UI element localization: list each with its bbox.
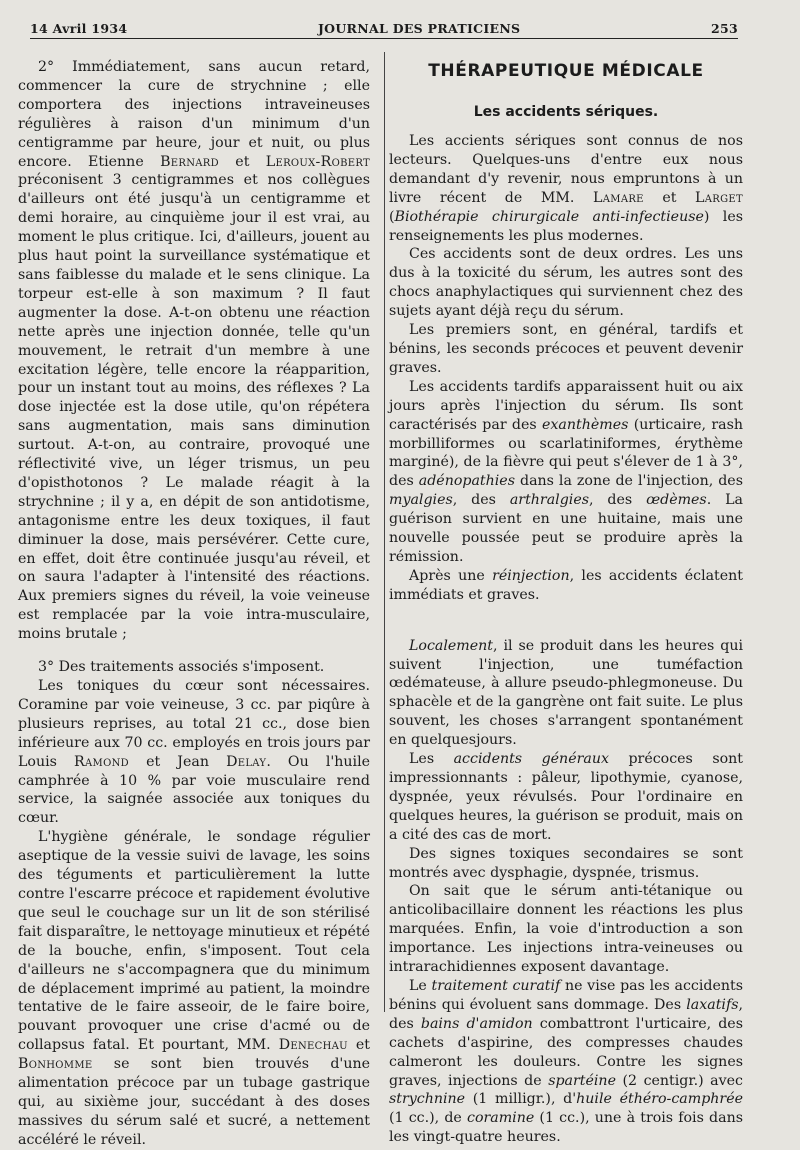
left-column: [18, 58, 370, 1150]
text-run: précoces sont impressionnants : pâleur, lipothymie, cyanose, dyspnée, yeux révulsés. Pour l'ordinaire en quelques heures, la guérison se produit, mais on a cité des cas de mort.: [389, 751, 743, 843]
left-paragraph-hygiene: [18, 828, 370, 1149]
italic-term: exanthèmes: [542, 416, 629, 433]
author-name: Leroux-Robert: [265, 153, 370, 170]
text-run: , des: [452, 492, 510, 509]
text-run: (1 milligr.), d': [465, 1091, 577, 1108]
text-run: Les accients sériques sont connus de nos lecteurs. Quelques-uns d'entre eux nous demandant d'y revenir, nous empruntons à un livre récent de MM.: [389, 133, 743, 206]
text-run: (1 cc.), une à trois fois dans les vingt-quatre heures.: [389, 1110, 743, 1146]
text-run: (: [389, 208, 395, 225]
right-paragraph-general: [389, 750, 743, 845]
text-run: (2 centigr.) avec: [615, 1072, 743, 1089]
italic-term: adénopathies: [418, 473, 515, 490]
text-run: combattront l'urticaire, des cachets d'aspirine, des compresses chaudes calmeront les douleurs. Contre les signes graves, injections de: [389, 1015, 743, 1089]
italic-term: arthralgies: [509, 492, 589, 509]
right-paragraph-first: Les premiers sont, en général, tardifs et bénins, les seconds précoces et peuvent devenir graves.: [389, 322, 743, 376]
right-column: [389, 58, 743, 1147]
author-name: Ramond: [74, 753, 129, 770]
left-paragraph-3-heading: 3° Des traitements associés s'imposent.: [38, 659, 325, 676]
text-run: et: [643, 189, 696, 206]
header-rule: [30, 38, 738, 39]
text-run: se sont bien trouvés d'une alimentation précoce par un tubage gastrique qui, au sixième jour, succédant à des doses massives du sérum salé et sucré, a nettement accéléré le réveil.: [18, 1056, 370, 1148]
text-run: Les toniques du cœur sont nécessaires. Coramine par voie veineuse, 3 cc. par piqûre à plusieurs reprises, au total 21 cc., dose bien inférieure aux 70 cc. employés en trois jours par Louis: [18, 678, 370, 770]
left-paragraph-2: [18, 58, 370, 644]
italic-term: huile éthéro-camphrée: [576, 1091, 743, 1108]
left-paragraph-tonics: [18, 677, 370, 828]
right-paragraph-late-accidents: [389, 378, 743, 567]
text-run: , les accidents éclatent immédiats et graves.: [389, 567, 743, 603]
text-run: 2° Immédiatement, sans aucun retard, commencer la cure de strychnine ; elle comportera des injections intraveineuses régulières à raison d'un minimum d'un centigramme par heure, jour et nuit, ou plus encore. Etienne: [18, 59, 370, 170]
author-name: Denechau: [278, 1037, 348, 1054]
author-name: Delay: [226, 753, 267, 770]
header-date: 14 Avril 1934: [30, 21, 128, 36]
text-run: et: [218, 153, 266, 170]
section-title: THÉRAPEUTIQUE MÉDICALE: [428, 61, 704, 81]
book-title: Biothérapie chirurgicale anti-infectieuse: [394, 208, 704, 225]
text-run: (1 cc.), de: [389, 1110, 467, 1127]
article-title: Les accidents sériques.: [473, 104, 659, 120]
text-run: ) les renseignements les plus modernes.: [389, 208, 743, 244]
column-divider: [384, 52, 385, 1012]
text-run: et: [347, 1037, 370, 1054]
author-name: Lamare: [593, 189, 644, 206]
text-run: . Ou l'huile camphrée à 10 % par voie musculaire rend service, la saignée associée aux toniques du cœur.: [18, 753, 370, 827]
text-run: ne vise pas les accidents bénins qui évoluent sans dommage. Des: [389, 977, 743, 1013]
italic-term: bains d'amidon: [420, 1015, 533, 1032]
text-run: , des: [589, 492, 647, 509]
running-header: [30, 16, 738, 36]
header-journal-title: JOURNAL DES PRATICIENS: [317, 21, 521, 36]
text-run: L'hygiène générale, le sondage régulier aseptique de la vessie suivi de lavage, les soins des téguments et particulièrement la lutte contre l'escarre précoce et rapidement évolutive que seul le couchage sur un lit de son stérilisé fait disparaître, le nettoyage minutieux et répété de la bouche, enfin, s'imposent. Tout cela d'ailleurs ne s'accompagnera que du minimum de déplacement imprimé au patient, la moindre tentative de le faire asseoir, de le faire boire, pouvant provoquer une crise d'acmé ou de collapsus fatal. Et pourtant, MM.: [18, 829, 370, 1054]
right-paragraph-local: [389, 637, 743, 750]
right-paragraph-toxic-signs: Des signes toxiques secondaires se sont montrés avec dysphagie, dyspnée, trismus.: [389, 845, 743, 881]
author-name: Bonhomme: [18, 1056, 93, 1073]
right-paragraph-reinjection: [389, 567, 743, 605]
italic-term: spartéine: [548, 1072, 616, 1089]
italic-term: œdèmes: [646, 492, 707, 509]
italic-term: myalgies: [389, 492, 453, 509]
text-run: Les accidents tardifs apparaissent huit ou aix jours après l'injection du sérum. Ils sont caractérisés par des: [389, 378, 743, 433]
italic-term: accidents généraux: [453, 751, 609, 768]
text-run: , des: [389, 996, 743, 1032]
italic-term: laxatifs: [686, 996, 739, 1013]
right-paragraph-serum-types: On sait que le sérum anti-tétanique ou anticolibacillaire donnent les réactions les plus marquées. Enfin, la voie d'introduction a son importance. Les injections intra-veineuses ou intrarachidiennes exposent davantage.: [389, 883, 743, 976]
text-run: et Jean: [128, 753, 227, 770]
text-run: Les: [409, 751, 454, 768]
text-run: , il se produit dans les heures qui suivent l'injection, une tuméfaction œdémateuse, à allure pseudo-phlegmoneuse. Du sphacèle et de la gangrène ont fait suite. Le plus souvent, les choses s'arrangent spontanément en quelquesjours.: [389, 637, 743, 749]
text-run: Après une: [409, 567, 493, 584]
italic-term: coramine: [467, 1110, 535, 1127]
text-run: préconisent 3 centigrammes et nos collègues d'ailleurs ont été jusqu'à un centigramme et demi horaire, au cinquième jour il est vrai, au moment le plus critique. Ici, d'ailleurs, jouent au plus haut point la surveillance systématique et sans faiblesse du malade et le sens clinique. La torpeur est-elle à son maximum ? Il faut augmenter la dose. A-t-on obtenu une réaction nette après une injection donnée, telle qu'un mouvement, le retrait d'un membre à une excitation légère, telle encore la réapparition, pour un instant tout au moins, des réflexes ? La dose injectée est la dose utile, qu'on répétera sans augmentation, mais sans diminution surtout. A-t-on, au contraire, provoqué une réflectivité vive, un léger trismus, un peu d'opisthotonos ? Le malade réagit à la strychnine ; il y a, en dépit de son antidotisme, antagonisme entre les deux toxiques, il faut diminuer la dose, mais persévérer. Cette cure, en effet, doit être continuée jusqu'au réveil, et on saura l'adapter à l'intensité des réactions. Aux premiers signes du réveil, la voie veineuse est remplacée par la voie intra-musculaire, moins brutale ;: [18, 172, 370, 643]
author-name: Bernard: [160, 153, 219, 170]
text-run: Le: [409, 977, 432, 994]
text-run: . La guérison survient en une huitaine, mais une nouvelle poussée peut se produire après la rémission.: [389, 492, 744, 565]
italic-term: strychnine: [389, 1091, 466, 1108]
right-paragraph-intro: [389, 132, 743, 245]
header-page-number: 253: [710, 21, 738, 36]
author-name: Larget: [695, 189, 743, 206]
right-paragraph-treatment: [389, 977, 743, 1147]
italic-term: réinjection: [492, 567, 570, 584]
right-paragraph-orders: Ces accidents sont de deux ordres. Les uns dus à la toxicité du sérum, les autres sont des chocs anaphylactiques qui surviennent chez des sujets ayant déjà reçu du sérum.: [389, 246, 743, 320]
text-run: dans la zone de l'injection, des: [514, 473, 743, 490]
text-run: (urticaire, rash morbilliformes ou scarlatiniformes, érythème marginé), de la fièvre qui peut s'élever de 1 à 3°, des: [389, 416, 743, 490]
italic-term: Localement: [409, 637, 493, 654]
italic-term: traitement curatif: [431, 977, 561, 994]
